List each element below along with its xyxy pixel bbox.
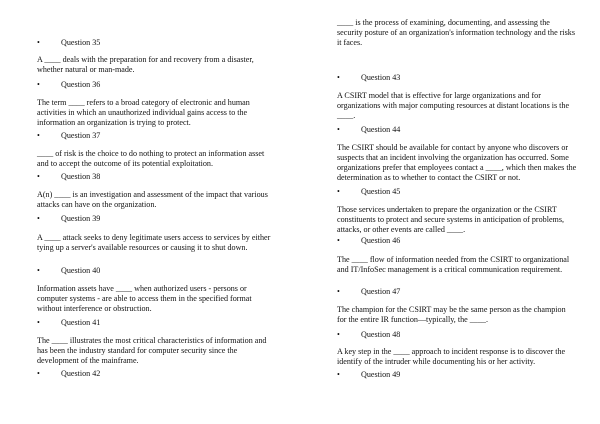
question-text xyxy=(337,91,577,121)
question-label: Question 43 xyxy=(361,73,401,82)
question-heading xyxy=(337,187,577,197)
bullet-icon: • xyxy=(337,187,340,196)
bullet-icon: • xyxy=(37,172,40,181)
question-text-body: Information assets have ____ when authorized users - persons or computer systems - are able to access them in the specified format without interference or obstruction. xyxy=(37,284,252,313)
question-label: Question 37 xyxy=(61,131,101,140)
bullet-icon: • xyxy=(337,370,340,379)
bullet-icon: • xyxy=(37,80,40,89)
question-label: Question 42 xyxy=(61,369,101,378)
bullet-icon: • xyxy=(337,73,340,82)
question-heading xyxy=(37,318,277,328)
question-label: Question 49 xyxy=(361,370,401,379)
bullet-icon: • xyxy=(37,214,40,223)
bullet-icon: • xyxy=(337,330,340,339)
question-text xyxy=(337,205,577,235)
question-text-body: A key step in the ____ approach to incident response is to discover the identify of the intruder while documenting his or her activity. xyxy=(337,347,566,366)
question-text xyxy=(37,233,277,253)
question-text xyxy=(37,149,277,169)
question-label: Question 44 xyxy=(361,125,401,134)
question-heading xyxy=(337,73,577,83)
question-text xyxy=(337,347,577,367)
question-heading xyxy=(37,266,277,276)
question-text xyxy=(37,98,277,128)
question-heading xyxy=(37,369,277,379)
question-heading xyxy=(337,370,577,380)
bullet-icon: • xyxy=(37,266,40,275)
bullet-icon: • xyxy=(337,125,340,134)
question-heading xyxy=(37,172,277,182)
question-heading xyxy=(337,330,577,340)
bullet-icon: • xyxy=(337,287,340,296)
question-label: Question 39 xyxy=(61,214,101,223)
question-text-body: ____ of risk is the choice to do nothing to protect an information asset and to accept the outcome of its potential exploitation. xyxy=(37,149,265,168)
question-text-body: The ____ illustrates the most critical characteristics of information and has been the industry standard for computer security since the development of the mainframe. xyxy=(37,336,267,365)
question-text xyxy=(37,190,277,210)
bullet-icon: • xyxy=(37,369,40,378)
question-heading xyxy=(337,236,577,246)
question-heading xyxy=(37,214,277,224)
question-heading xyxy=(37,38,277,48)
question-label: Question 36 xyxy=(61,80,101,89)
question-label: Question 41 xyxy=(61,318,101,327)
question-label: Question 35 xyxy=(61,38,101,47)
bullet-icon: • xyxy=(37,38,40,47)
question-label: Question 40 xyxy=(61,266,101,275)
question-label: Question 48 xyxy=(361,330,401,339)
question-text xyxy=(337,255,577,275)
question-text-body: The ____ flow of information needed from the CSIRT to organizational and IT/InfoSec management is a critical communication requirement. xyxy=(337,255,570,274)
question-text-body: The champion for the CSIRT may be the same person as the champion for the entire IR function—typically, the ____. xyxy=(337,305,566,324)
question-label: Question 38 xyxy=(61,172,101,181)
question-heading xyxy=(37,80,277,90)
bullet-icon: • xyxy=(37,131,40,140)
question-text-body: Those services undertaken to prepare the organization or the CSIRT constituents to protect and secure systems in anticipation of problems, attacks, or other events are called ____. xyxy=(337,205,565,234)
question-text-body: A(n) ____ is an investigation and assessment of the impact that various attacks can have on the organization. xyxy=(37,190,268,209)
question-text xyxy=(37,55,277,75)
question-text-body: A CSIRT model that is effective for large organizations and for organizations with major computing resources at distant locations is the ____. xyxy=(337,91,570,120)
question-label: Question 47 xyxy=(361,287,401,296)
question-label: Question 46 xyxy=(361,236,401,245)
question-text-body: ____ is the process of examining, documenting, and assessing the security posture of an organization's information technology and the risks it faces. xyxy=(337,18,575,47)
question-text-body: The CSIRT should be available for contact by anyone who discovers or suspects that an incident involving the organization has occurred. Some organizations prefer that employees contact a ____, which then makes the determination as to whether to contact the CSIRT or not. xyxy=(337,143,577,182)
question-text xyxy=(337,305,577,325)
bullet-icon: • xyxy=(37,318,40,327)
question-heading xyxy=(37,131,277,141)
question-heading xyxy=(337,287,577,297)
question-label: Question 45 xyxy=(361,187,401,196)
question-text xyxy=(337,143,577,183)
question-text-body: A ____ deals with the preparation for and recovery from a disaster, whether natural or man-made. xyxy=(37,55,254,74)
question-text-body: A ____ attack seeks to deny legitimate users access to services by either tying up a server's available resources or causing it to shut down. xyxy=(37,233,271,252)
question-text-body: The term ____ refers to a broad category of electronic and human activities in which an unauthorized individual gains access to the information an organization is trying to protect. xyxy=(37,98,250,127)
bullet-icon: • xyxy=(337,236,340,245)
question-text xyxy=(37,284,277,314)
question-text xyxy=(337,18,577,48)
question-text xyxy=(37,336,277,366)
question-heading xyxy=(337,125,577,135)
